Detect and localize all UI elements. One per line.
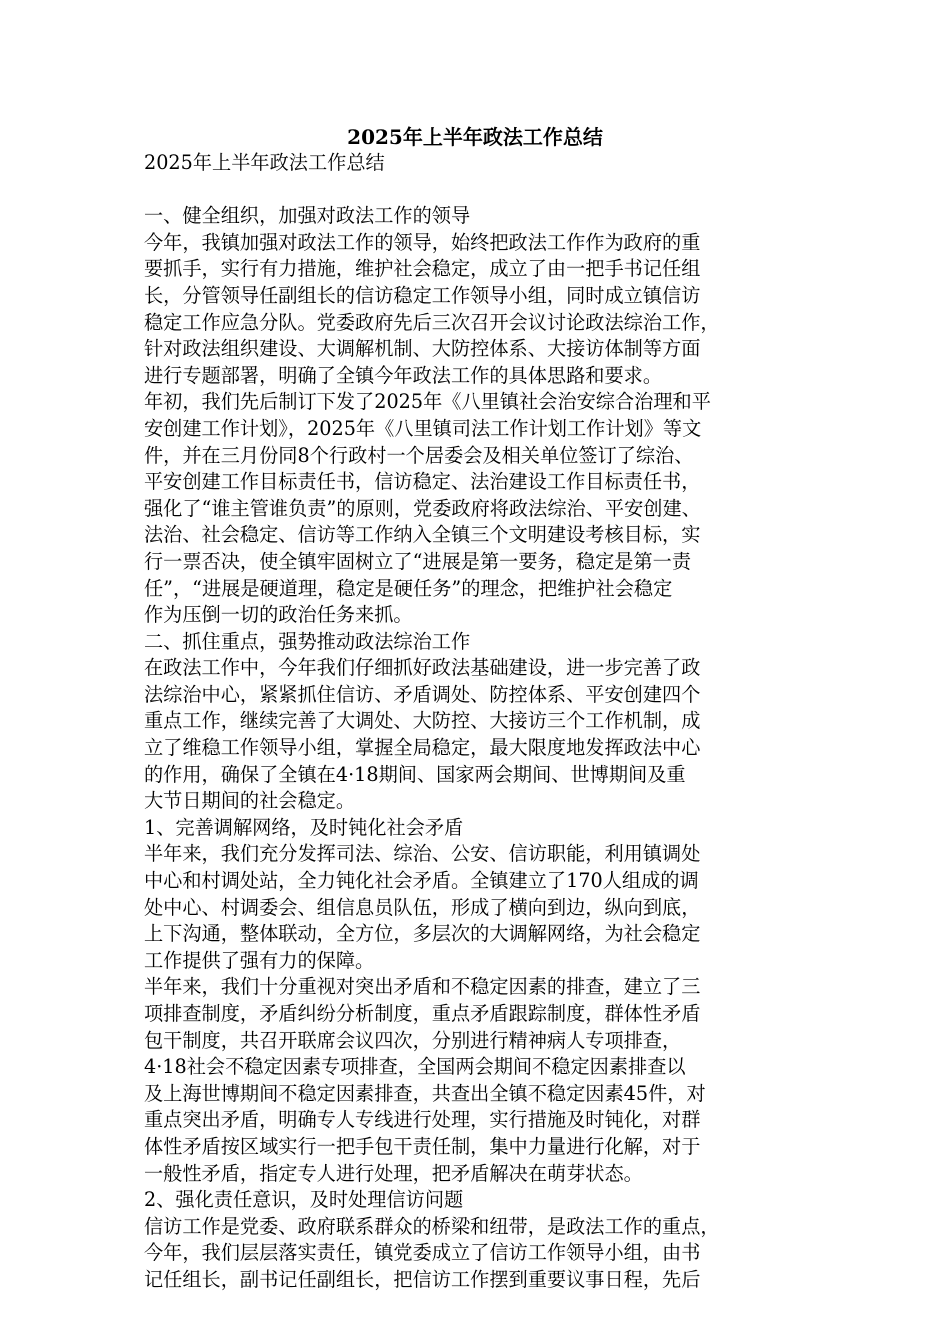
text-line: 半年来，我们十分重视对突出矛盾和不稳定因素的排查，建立了三: [144, 975, 701, 999]
text-line: 及上海世博期间不稳定因素排查，共查出全镇不稳定因素45件，对: [144, 1081, 706, 1105]
text-line: 平安创建工作目标责任书，信访稳定、法治建设工作目标责任书，: [144, 470, 701, 494]
text-line: 项排查制度，矛盾纠纷分析制度，重点矛盾跟踪制度，群体性矛盾: [144, 1002, 701, 1025]
text-line: 稳定工作应急分队。党委政府先后三次召开会议讨论政法综治工作，: [144, 310, 720, 334]
text-line: 4·18社会不稳定因素专项排查，全国两会期间不稳定因素排查以: [144, 1055, 686, 1079]
text-line: 一般性矛盾，指定专人进行处理，把矛盾解决在萌芽状态。: [144, 1161, 643, 1185]
text-line: 1、完善调解网络，及时钝化社会矛盾: [144, 815, 464, 839]
text-line: 信访工作是党委、政府联系群众的桥梁和纽带，是政法工作的重点，: [144, 1214, 720, 1238]
text-line: 上下沟通，整体联动，全方位，多层次的大调解网络，为社会稳定: [144, 922, 701, 946]
text-line: 件，并在三月份同8个行政村一个居委会及相关单位签订了综治、: [144, 443, 694, 467]
text-line: 任”，“进展是硬道理，稳定是硬任务”的理念，把维护社会稳定: [144, 576, 673, 600]
text-line: 重点突出矛盾，明确专人专线进行处理，实行措施及时钝化，对群: [144, 1108, 701, 1132]
text-line: 年初，我们先后制订下发了2025年《八里镇社会治安综合治理和平: [144, 390, 711, 414]
text-line: 行一票否决，使全镇牢固树立了“进展是第一要务，稳定是第一责: [144, 549, 692, 573]
text-line: 体性矛盾按区域实行一把手包干责任制，集中力量进行化解，对于: [144, 1134, 701, 1158]
text-line: 长，分管领导任副组长的信访稳定工作领导小组，同时成立镇信访: [144, 283, 701, 307]
document-body: [144, 150, 824, 1294]
text-line: 法综治中心，紧紧抓住信访、矛盾调处、防控体系、平安创建四个: [144, 682, 701, 706]
text-line: 的作用，确保了全镇在4·18期间、国家两会期间、世博期间及重: [144, 762, 686, 786]
text-line: 一、健全组织，加强对政法工作的领导: [144, 204, 471, 228]
text-line: 今年，我镇加强对政法工作的领导，始终把政法工作作为政府的重: [144, 230, 701, 254]
text-line: 法治、社会稳定、信访等工作纳入全镇三个文明建设考核目标，实: [144, 523, 701, 547]
text-line: 立了维稳工作领导小组，掌握全局稳定，最大限度地发挥政法中心: [144, 736, 701, 760]
text-line: 大节日期间的社会稳定。: [144, 789, 356, 813]
text-line: 包干制度，共召开联席会议四次，分别进行精神病人专项排查，: [144, 1028, 682, 1052]
text-line: 在政法工作中，今年我们仔细抓好政法基础建设，进一步完善了政: [144, 656, 701, 680]
blank-line: [144, 177, 824, 204]
text-line: 二、抓住重点，强势推动政法综治工作: [144, 629, 471, 653]
text-line: 针对政法组织建设、大调解机制、大防控体系、大接访体制等方面: [144, 337, 701, 361]
text-line: 重点工作，继续完善了大调处、大防控、大接访三个工作机制，成: [144, 709, 701, 733]
text-line: 半年来，我们充分发挥司法、综治、公安、信访职能，利用镇调处: [144, 842, 701, 866]
text-line: 今年，我们层层落实责任，镇党委成立了信访工作领导小组，由书: [144, 1241, 701, 1265]
text-line: 中心和村调处站，全力钝化社会矛盾。全镇建立了170人组成的调: [144, 869, 699, 893]
text-line: 记任组长，副书记任副组长，把信访工作摆到重要议事日程，先后: [144, 1267, 701, 1291]
text-line: 2025年上半年政法工作总结: [144, 151, 385, 174]
text-line: 进行专题部署，明确了全镇今年政法工作的具体思路和要求。: [144, 363, 663, 387]
document-title: 2025年上半年政法工作总结: [347, 125, 603, 149]
text-line: 安创建工作计划》，2025年《八里镇司法工作计划工作计划》等文: [144, 416, 702, 440]
text-line: 作为压倒一切的政治任务来抓。: [144, 603, 413, 627]
text-line: 要抓手，实行有力措施，维护社会稳定，成立了由一把手书记任组: [144, 257, 701, 281]
text-line: 2、强化责任意识，及时处理信访问题: [144, 1188, 464, 1212]
text-line: 强化了“谁主管谁负责”的原则，党委政府将政法综治、平安创建、: [144, 496, 701, 520]
text-line: 工作提供了强有力的保障。: [144, 948, 375, 972]
text-line: 处中心、村调委会、组信息员队伍，形成了横向到边，纵向到底，: [144, 895, 701, 919]
